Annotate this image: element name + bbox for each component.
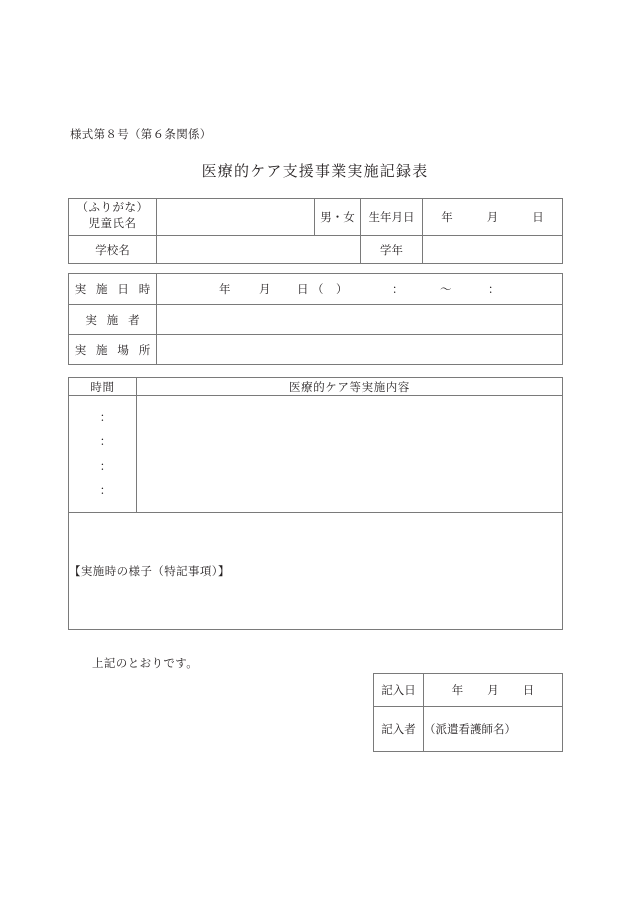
writer-label: 記入者 bbox=[374, 707, 424, 752]
session-info-table bbox=[68, 273, 563, 365]
table-row bbox=[69, 274, 563, 305]
care-content-input[interactable] bbox=[137, 396, 563, 513]
gender-label: 男・女 bbox=[315, 199, 361, 236]
place-input[interactable] bbox=[157, 335, 563, 365]
time-entries-cell[interactable] bbox=[69, 396, 137, 513]
entry-date-year-label: 年 bbox=[451, 685, 464, 697]
table-row bbox=[69, 513, 563, 630]
birth-day-label: 日 bbox=[532, 212, 544, 224]
session-day-label: 日 bbox=[297, 284, 309, 296]
table-row bbox=[69, 378, 563, 396]
session-datetime-label: 実 施 日 時 bbox=[69, 274, 157, 305]
child-name-input[interactable] bbox=[157, 199, 315, 236]
entry-date-input[interactable] bbox=[424, 674, 563, 707]
place-label: 実 施 場 所 bbox=[69, 335, 157, 365]
time-entry-list bbox=[69, 396, 136, 512]
grade-label: 学年 bbox=[361, 236, 423, 264]
closing-note: 上記のとおりです。 bbox=[92, 658, 199, 670]
entry-date-month-label: 月 bbox=[487, 685, 499, 697]
time-entry[interactable]: ： bbox=[99, 411, 112, 424]
school-name-label: 学校名 bbox=[69, 236, 157, 264]
table-row bbox=[374, 674, 563, 707]
care-record-table bbox=[68, 377, 563, 630]
table-row bbox=[69, 396, 563, 513]
time-entry[interactable]: ： bbox=[99, 460, 112, 473]
birthdate-label: 生年月日 bbox=[361, 199, 423, 236]
session-start-time: ： bbox=[392, 284, 404, 296]
signature-table bbox=[373, 673, 563, 752]
session-datetime-input[interactable] bbox=[157, 274, 563, 305]
birth-year-label: 年 bbox=[441, 212, 453, 224]
writer-input[interactable] bbox=[424, 707, 563, 752]
birth-month-label: 月 bbox=[486, 212, 499, 224]
provider-label: 実 施 者 bbox=[69, 305, 157, 335]
session-year-label: 年 bbox=[219, 284, 231, 296]
table-row bbox=[69, 199, 563, 236]
table-row bbox=[69, 236, 563, 264]
birthdate-input[interactable] bbox=[423, 199, 563, 236]
grade-input[interactable] bbox=[423, 236, 563, 264]
child-info-table bbox=[68, 198, 563, 264]
school-name-input[interactable] bbox=[157, 236, 361, 264]
entry-date-label: 記入日 bbox=[374, 674, 424, 707]
form-number: 様式第８号（第６条関係） bbox=[70, 129, 212, 141]
table-row bbox=[374, 707, 563, 752]
notes-title: 【実施時の様子（特記事項）】 bbox=[69, 566, 230, 578]
child-name-label-cell bbox=[69, 199, 157, 236]
care-content-column-header: 医療的ケア等実施内容 bbox=[137, 378, 563, 396]
entry-date-day-label: 日 bbox=[522, 685, 535, 697]
session-month-label: 月 bbox=[259, 284, 271, 296]
session-weekday-label: （ ） bbox=[312, 284, 348, 296]
time-column-header: 時間 bbox=[69, 378, 137, 396]
furigana-label: （ふりがな） bbox=[76, 202, 149, 215]
session-time-range-tilde: ～ bbox=[440, 284, 452, 296]
provider-input[interactable] bbox=[157, 305, 563, 335]
time-entry[interactable]: ： bbox=[99, 485, 112, 497]
table-row bbox=[69, 335, 563, 365]
table-row bbox=[69, 305, 563, 335]
child-name-label: 児童氏名 bbox=[88, 218, 137, 230]
writer-hint: （派遣看護師名） bbox=[424, 724, 516, 736]
time-entry[interactable]: ： bbox=[99, 436, 112, 448]
page-title: 医療的ケア支援事業実施記録表 bbox=[201, 164, 429, 180]
notes-cell[interactable] bbox=[69, 513, 563, 630]
session-end-time: ： bbox=[488, 284, 500, 296]
